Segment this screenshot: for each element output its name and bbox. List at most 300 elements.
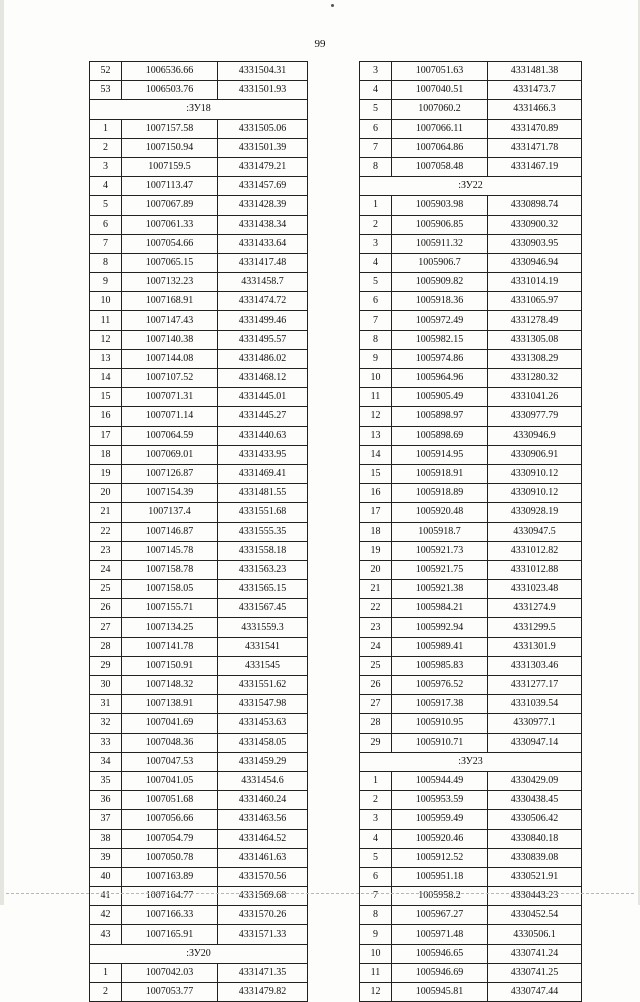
table-row [90, 829, 308, 848]
coordinates-table-right [359, 61, 582, 1002]
table-row [360, 810, 582, 829]
point-number-cell: 8 [90, 253, 122, 272]
x-coordinate-cell: 1005918.36 [392, 292, 488, 311]
table-row [360, 464, 582, 483]
x-coordinate-cell: 1005958.2 [392, 887, 488, 906]
x-coordinate-cell: 1007069.01 [122, 445, 218, 464]
y-coordinate-cell: 4330910.12 [488, 464, 582, 483]
x-coordinate-cell: 1005984.21 [392, 599, 488, 618]
x-coordinate-cell: 1007158.78 [122, 560, 218, 579]
point-number-cell: 30 [90, 676, 122, 695]
x-coordinate-cell: 1007141.78 [122, 637, 218, 656]
y-coordinate-cell: 4331541 [218, 637, 308, 656]
point-number-cell: 13 [360, 426, 392, 445]
x-coordinate-cell: 1007126.87 [122, 464, 218, 483]
table-row [90, 426, 308, 445]
table-row [360, 292, 582, 311]
table-row [90, 445, 308, 464]
x-coordinate-cell: 1007061.33 [122, 215, 218, 234]
table-row [360, 273, 582, 292]
point-number-cell: 10 [90, 292, 122, 311]
table-row [90, 925, 308, 944]
x-coordinate-cell: 1007155.71 [122, 599, 218, 618]
x-coordinate-cell: 1007064.59 [122, 426, 218, 445]
y-coordinate-cell: 4331471.78 [488, 138, 582, 157]
table-row [360, 330, 582, 349]
table-row [360, 695, 582, 714]
y-coordinate-cell: 4331458.05 [218, 733, 308, 752]
y-coordinate-cell: 4331014.19 [488, 273, 582, 292]
point-number-cell: 9 [360, 925, 392, 944]
section-heading-row [360, 177, 582, 196]
y-coordinate-cell: 4331433.64 [218, 234, 308, 253]
point-number-cell: 26 [360, 676, 392, 695]
y-coordinate-cell: 4330506.42 [488, 810, 582, 829]
point-number-cell: 3 [360, 810, 392, 829]
point-number-cell: 37 [90, 810, 122, 829]
point-number-cell: 12 [360, 407, 392, 426]
point-number-cell: 52 [90, 62, 122, 81]
table-row [90, 963, 308, 982]
point-number-cell: 20 [90, 484, 122, 503]
y-coordinate-cell: 4331274.9 [488, 599, 582, 618]
x-coordinate-cell: 1007050.78 [122, 848, 218, 867]
y-coordinate-cell: 4331470.89 [488, 119, 582, 138]
x-coordinate-cell: 1005921.75 [392, 560, 488, 579]
y-coordinate-cell: 4331299.5 [488, 618, 582, 637]
x-coordinate-cell: 1005964.96 [392, 369, 488, 388]
y-coordinate-cell: 4330946.9 [488, 426, 582, 445]
table-row [90, 599, 308, 618]
table-row [90, 887, 308, 906]
x-coordinate-cell: 1005976.52 [392, 676, 488, 695]
y-coordinate-cell: 4331440.63 [218, 426, 308, 445]
y-coordinate-cell: 4331545 [218, 656, 308, 675]
x-coordinate-cell: 1007132.23 [122, 273, 218, 292]
table-row [360, 234, 582, 253]
point-number-cell: 18 [90, 445, 122, 464]
point-number-cell: 27 [90, 618, 122, 637]
y-coordinate-cell: 4330521.91 [488, 867, 582, 886]
y-coordinate-cell: 4331278.49 [488, 311, 582, 330]
section-heading: :ЗУ20 [90, 944, 308, 963]
y-coordinate-cell: 4331479.21 [218, 157, 308, 176]
x-coordinate-cell: 1007163.89 [122, 867, 218, 886]
table-row [360, 829, 582, 848]
y-coordinate-cell: 4331463.56 [218, 810, 308, 829]
x-coordinate-cell: 1007134.25 [122, 618, 218, 637]
y-coordinate-cell: 4331301.9 [488, 637, 582, 656]
point-number-cell: 5 [90, 196, 122, 215]
point-number-cell: 26 [90, 599, 122, 618]
y-coordinate-cell: 4331445.01 [218, 388, 308, 407]
point-number-cell: 32 [90, 714, 122, 733]
table-row [360, 599, 582, 618]
y-coordinate-cell: 4331467.19 [488, 157, 582, 176]
point-number-cell: 19 [90, 464, 122, 483]
point-number-cell: 22 [90, 522, 122, 541]
x-coordinate-cell: 1005910.95 [392, 714, 488, 733]
table-row [360, 81, 582, 100]
point-number-cell: 23 [360, 618, 392, 637]
x-coordinate-cell: 1007144.08 [122, 349, 218, 368]
x-coordinate-cell: 1007040.51 [392, 81, 488, 100]
point-number-cell: 42 [90, 906, 122, 925]
point-number-cell: 23 [90, 541, 122, 560]
x-coordinate-cell: 1007148.32 [122, 676, 218, 695]
table-row [360, 157, 582, 176]
y-coordinate-cell: 4330946.94 [488, 253, 582, 272]
table-row [360, 944, 582, 963]
y-coordinate-cell: 4330906.91 [488, 445, 582, 464]
section-heading-row [90, 944, 308, 963]
point-number-cell: 2 [360, 215, 392, 234]
x-coordinate-cell: 1005946.69 [392, 963, 488, 982]
point-number-cell: 5 [360, 100, 392, 119]
y-coordinate-cell: 4331559.3 [218, 618, 308, 637]
table-row [90, 848, 308, 867]
point-number-cell: 29 [90, 656, 122, 675]
table-row [360, 349, 582, 368]
point-number-cell: 11 [360, 963, 392, 982]
y-coordinate-cell: 4331280.32 [488, 369, 582, 388]
point-number-cell: 1 [360, 771, 392, 790]
point-number-cell: 39 [90, 848, 122, 867]
table-row [360, 580, 582, 599]
y-coordinate-cell: 4331433.95 [218, 445, 308, 464]
y-coordinate-cell: 4330747.44 [488, 983, 582, 1002]
x-coordinate-cell: 1005911.32 [392, 234, 488, 253]
table-row [90, 311, 308, 330]
table-row [90, 177, 308, 196]
x-coordinate-cell: 1005982.15 [392, 330, 488, 349]
table-row [90, 292, 308, 311]
x-coordinate-cell: 1007137.4 [122, 503, 218, 522]
section-heading: :ЗУ22 [360, 177, 582, 196]
y-coordinate-cell: 4331453.63 [218, 714, 308, 733]
point-number-cell: 8 [360, 906, 392, 925]
y-coordinate-cell: 4331499.46 [218, 311, 308, 330]
point-number-cell: 24 [360, 637, 392, 656]
point-number-cell: 10 [360, 369, 392, 388]
point-number-cell: 33 [90, 733, 122, 752]
table-row [360, 983, 582, 1002]
x-coordinate-cell: 1005920.46 [392, 829, 488, 848]
point-number-cell: 13 [90, 349, 122, 368]
table-row [90, 695, 308, 714]
table-row [360, 618, 582, 637]
y-coordinate-cell: 4331504.31 [218, 62, 308, 81]
table-row [90, 369, 308, 388]
x-coordinate-cell: 1007064.86 [392, 138, 488, 157]
point-number-cell: 6 [90, 215, 122, 234]
y-coordinate-cell: 4331551.62 [218, 676, 308, 695]
table-row [360, 426, 582, 445]
table-row [360, 791, 582, 810]
table-row [360, 541, 582, 560]
x-coordinate-cell: 1007164.77 [122, 887, 218, 906]
y-coordinate-cell: 4330839.08 [488, 848, 582, 867]
x-coordinate-cell: 1007051.68 [122, 791, 218, 810]
y-coordinate-cell: 4331466.3 [488, 100, 582, 119]
x-coordinate-cell: 1005909.82 [392, 273, 488, 292]
table-row [90, 522, 308, 541]
y-coordinate-cell: 4331065.97 [488, 292, 582, 311]
table-row [360, 503, 582, 522]
point-number-cell: 35 [90, 771, 122, 790]
y-coordinate-cell: 4330910.12 [488, 484, 582, 503]
table-row [360, 522, 582, 541]
point-number-cell: 7 [90, 234, 122, 253]
x-coordinate-cell: 1005967.27 [392, 906, 488, 925]
y-coordinate-cell: 4331555.35 [218, 522, 308, 541]
y-coordinate-cell: 4331012.82 [488, 541, 582, 560]
table-row [90, 560, 308, 579]
x-coordinate-cell: 1005946.65 [392, 944, 488, 963]
point-number-cell: 41 [90, 887, 122, 906]
point-number-cell: 36 [90, 791, 122, 810]
y-coordinate-cell: 4330898.74 [488, 196, 582, 215]
table-row [360, 407, 582, 426]
point-number-cell: 18 [360, 522, 392, 541]
x-coordinate-cell: 1005972.49 [392, 311, 488, 330]
point-number-cell: 25 [360, 656, 392, 675]
table-row [360, 963, 582, 982]
x-coordinate-cell: 1007138.91 [122, 695, 218, 714]
y-coordinate-cell: 4330429.09 [488, 771, 582, 790]
table-row [360, 925, 582, 944]
x-coordinate-cell: 1005918.89 [392, 484, 488, 503]
x-coordinate-cell: 1007054.66 [122, 234, 218, 253]
x-coordinate-cell: 1007060.2 [392, 100, 488, 119]
point-number-cell: 1 [90, 963, 122, 982]
table-row [360, 311, 582, 330]
point-number-cell: 19 [360, 541, 392, 560]
x-coordinate-cell: 1005992.94 [392, 618, 488, 637]
point-number-cell: 17 [360, 503, 392, 522]
table-row [90, 330, 308, 349]
y-coordinate-cell: 4331495.57 [218, 330, 308, 349]
x-coordinate-cell: 1005959.49 [392, 810, 488, 829]
point-number-cell: 5 [360, 273, 392, 292]
y-coordinate-cell: 4331474.72 [218, 292, 308, 311]
scan-bottom-line [6, 893, 634, 895]
x-coordinate-cell: 1007065.15 [122, 253, 218, 272]
x-coordinate-cell: 1007054.79 [122, 829, 218, 848]
point-number-cell: 2 [90, 138, 122, 157]
table-row [90, 196, 308, 215]
point-number-cell: 9 [360, 349, 392, 368]
x-coordinate-cell: 1007150.94 [122, 138, 218, 157]
point-number-cell: 7 [360, 887, 392, 906]
point-number-cell: 9 [90, 273, 122, 292]
y-coordinate-cell: 4331471.35 [218, 963, 308, 982]
x-coordinate-cell: 1005898.97 [392, 407, 488, 426]
y-coordinate-cell: 4331012.88 [488, 560, 582, 579]
point-number-cell: 7 [360, 311, 392, 330]
scan-speck [331, 4, 334, 7]
table-row [360, 196, 582, 215]
x-coordinate-cell: 1005971.48 [392, 925, 488, 944]
y-coordinate-cell: 4331570.26 [218, 906, 308, 925]
point-number-cell: 15 [360, 464, 392, 483]
y-coordinate-cell: 4331041.26 [488, 388, 582, 407]
table-row [90, 637, 308, 656]
table-row [90, 157, 308, 176]
y-coordinate-cell: 4331481.55 [218, 484, 308, 503]
y-coordinate-cell: 4330741.25 [488, 963, 582, 982]
point-number-cell: 34 [90, 752, 122, 771]
x-coordinate-cell: 1007158.05 [122, 580, 218, 599]
table-row [90, 503, 308, 522]
x-coordinate-cell: 1005918.91 [392, 464, 488, 483]
y-coordinate-cell: 4331023.48 [488, 580, 582, 599]
x-coordinate-cell: 1005898.69 [392, 426, 488, 445]
x-coordinate-cell: 1005921.38 [392, 580, 488, 599]
point-number-cell: 4 [360, 81, 392, 100]
table-row [90, 119, 308, 138]
x-coordinate-cell: 1007166.33 [122, 906, 218, 925]
x-coordinate-cell: 1005985.83 [392, 656, 488, 675]
x-coordinate-cell: 1005906.85 [392, 215, 488, 234]
y-coordinate-cell: 4331457.69 [218, 177, 308, 196]
y-coordinate-cell: 4330438.45 [488, 791, 582, 810]
x-coordinate-cell: 1007047.53 [122, 752, 218, 771]
table-row [360, 100, 582, 119]
table-row [360, 771, 582, 790]
point-number-cell: 1 [360, 196, 392, 215]
x-coordinate-cell: 1005974.86 [392, 349, 488, 368]
point-number-cell: 2 [90, 983, 122, 1002]
x-coordinate-cell: 1007168.91 [122, 292, 218, 311]
x-coordinate-cell: 1007071.31 [122, 388, 218, 407]
y-coordinate-cell: 4331565.15 [218, 580, 308, 599]
x-coordinate-cell: 1005944.49 [392, 771, 488, 790]
x-coordinate-cell: 1005903.98 [392, 196, 488, 215]
point-number-cell: 22 [360, 599, 392, 618]
table-row [90, 618, 308, 637]
x-coordinate-cell: 1007150.91 [122, 656, 218, 675]
y-coordinate-cell: 4331454.6 [218, 771, 308, 790]
x-coordinate-cell: 1005906.7 [392, 253, 488, 272]
x-coordinate-cell: 1007053.77 [122, 983, 218, 1002]
x-coordinate-cell: 1007056.66 [122, 810, 218, 829]
table-row [90, 541, 308, 560]
y-coordinate-cell: 4331479.82 [218, 983, 308, 1002]
point-number-cell: 5 [360, 848, 392, 867]
x-coordinate-cell: 1007042.03 [122, 963, 218, 982]
table-row [360, 867, 582, 886]
table-row [360, 637, 582, 656]
point-number-cell: 4 [360, 829, 392, 848]
point-number-cell: 6 [360, 119, 392, 138]
y-coordinate-cell: 4330947.5 [488, 522, 582, 541]
table-row [360, 62, 582, 81]
x-coordinate-cell: 1007159.5 [122, 157, 218, 176]
x-coordinate-cell: 1006536.66 [122, 62, 218, 81]
point-number-cell: 28 [90, 637, 122, 656]
table-row [90, 464, 308, 483]
y-coordinate-cell: 4331501.39 [218, 138, 308, 157]
table-row [90, 676, 308, 695]
table-row [90, 407, 308, 426]
point-number-cell: 11 [360, 388, 392, 407]
y-coordinate-cell: 4331473.7 [488, 81, 582, 100]
point-number-cell: 28 [360, 714, 392, 733]
point-number-cell: 21 [90, 503, 122, 522]
coordinates-table-left [89, 61, 308, 1002]
point-number-cell: 14 [360, 445, 392, 464]
y-coordinate-cell: 4330928.19 [488, 503, 582, 522]
y-coordinate-cell: 4331469.41 [218, 464, 308, 483]
y-coordinate-cell: 4330506.1 [488, 925, 582, 944]
y-coordinate-cell: 4331277.17 [488, 676, 582, 695]
y-coordinate-cell: 4331570.56 [218, 867, 308, 886]
table-row [360, 369, 582, 388]
section-heading: :ЗУ18 [90, 100, 308, 119]
point-number-cell: 24 [90, 560, 122, 579]
table-row [90, 791, 308, 810]
point-number-cell: 14 [90, 369, 122, 388]
point-number-cell: 20 [360, 560, 392, 579]
table-row [360, 887, 582, 906]
point-number-cell: 21 [360, 580, 392, 599]
x-coordinate-cell: 1007051.63 [392, 62, 488, 81]
x-coordinate-cell: 1007145.78 [122, 541, 218, 560]
x-coordinate-cell: 1005914.95 [392, 445, 488, 464]
point-number-cell: 16 [360, 484, 392, 503]
point-number-cell: 8 [360, 157, 392, 176]
table-row [90, 810, 308, 829]
table-row [360, 906, 582, 925]
table-row [90, 234, 308, 253]
point-number-cell: 31 [90, 695, 122, 714]
point-number-cell: 43 [90, 925, 122, 944]
y-coordinate-cell: 4331308.29 [488, 349, 582, 368]
point-number-cell: 2 [360, 791, 392, 810]
point-number-cell: 7 [360, 138, 392, 157]
point-number-cell: 3 [90, 157, 122, 176]
table-row [90, 81, 308, 100]
point-number-cell: 16 [90, 407, 122, 426]
table-row [90, 906, 308, 925]
scan-edge-left [0, 0, 4, 905]
y-coordinate-cell: 4331481.38 [488, 62, 582, 81]
x-coordinate-cell: 1005912.52 [392, 848, 488, 867]
x-coordinate-cell: 1007071.14 [122, 407, 218, 426]
table-row [360, 676, 582, 695]
x-coordinate-cell: 1005905.49 [392, 388, 488, 407]
y-coordinate-cell: 4330443.23 [488, 887, 582, 906]
point-number-cell: 53 [90, 81, 122, 100]
x-coordinate-cell: 1007113.47 [122, 177, 218, 196]
y-coordinate-cell: 4331547.98 [218, 695, 308, 714]
point-number-cell: 11 [90, 311, 122, 330]
y-coordinate-cell: 4331567.45 [218, 599, 308, 618]
y-coordinate-cell: 4331551.68 [218, 503, 308, 522]
x-coordinate-cell: 1007048.36 [122, 733, 218, 752]
x-coordinate-cell: 1005945.81 [392, 983, 488, 1002]
table-row [90, 349, 308, 368]
x-coordinate-cell: 1005951.18 [392, 867, 488, 886]
table-row [360, 138, 582, 157]
y-coordinate-cell: 4331505.06 [218, 119, 308, 138]
table-row [90, 752, 308, 771]
point-number-cell: 3 [360, 234, 392, 253]
page-number: 99 [314, 38, 326, 50]
x-coordinate-cell: 1007067.89 [122, 196, 218, 215]
table-row [360, 560, 582, 579]
